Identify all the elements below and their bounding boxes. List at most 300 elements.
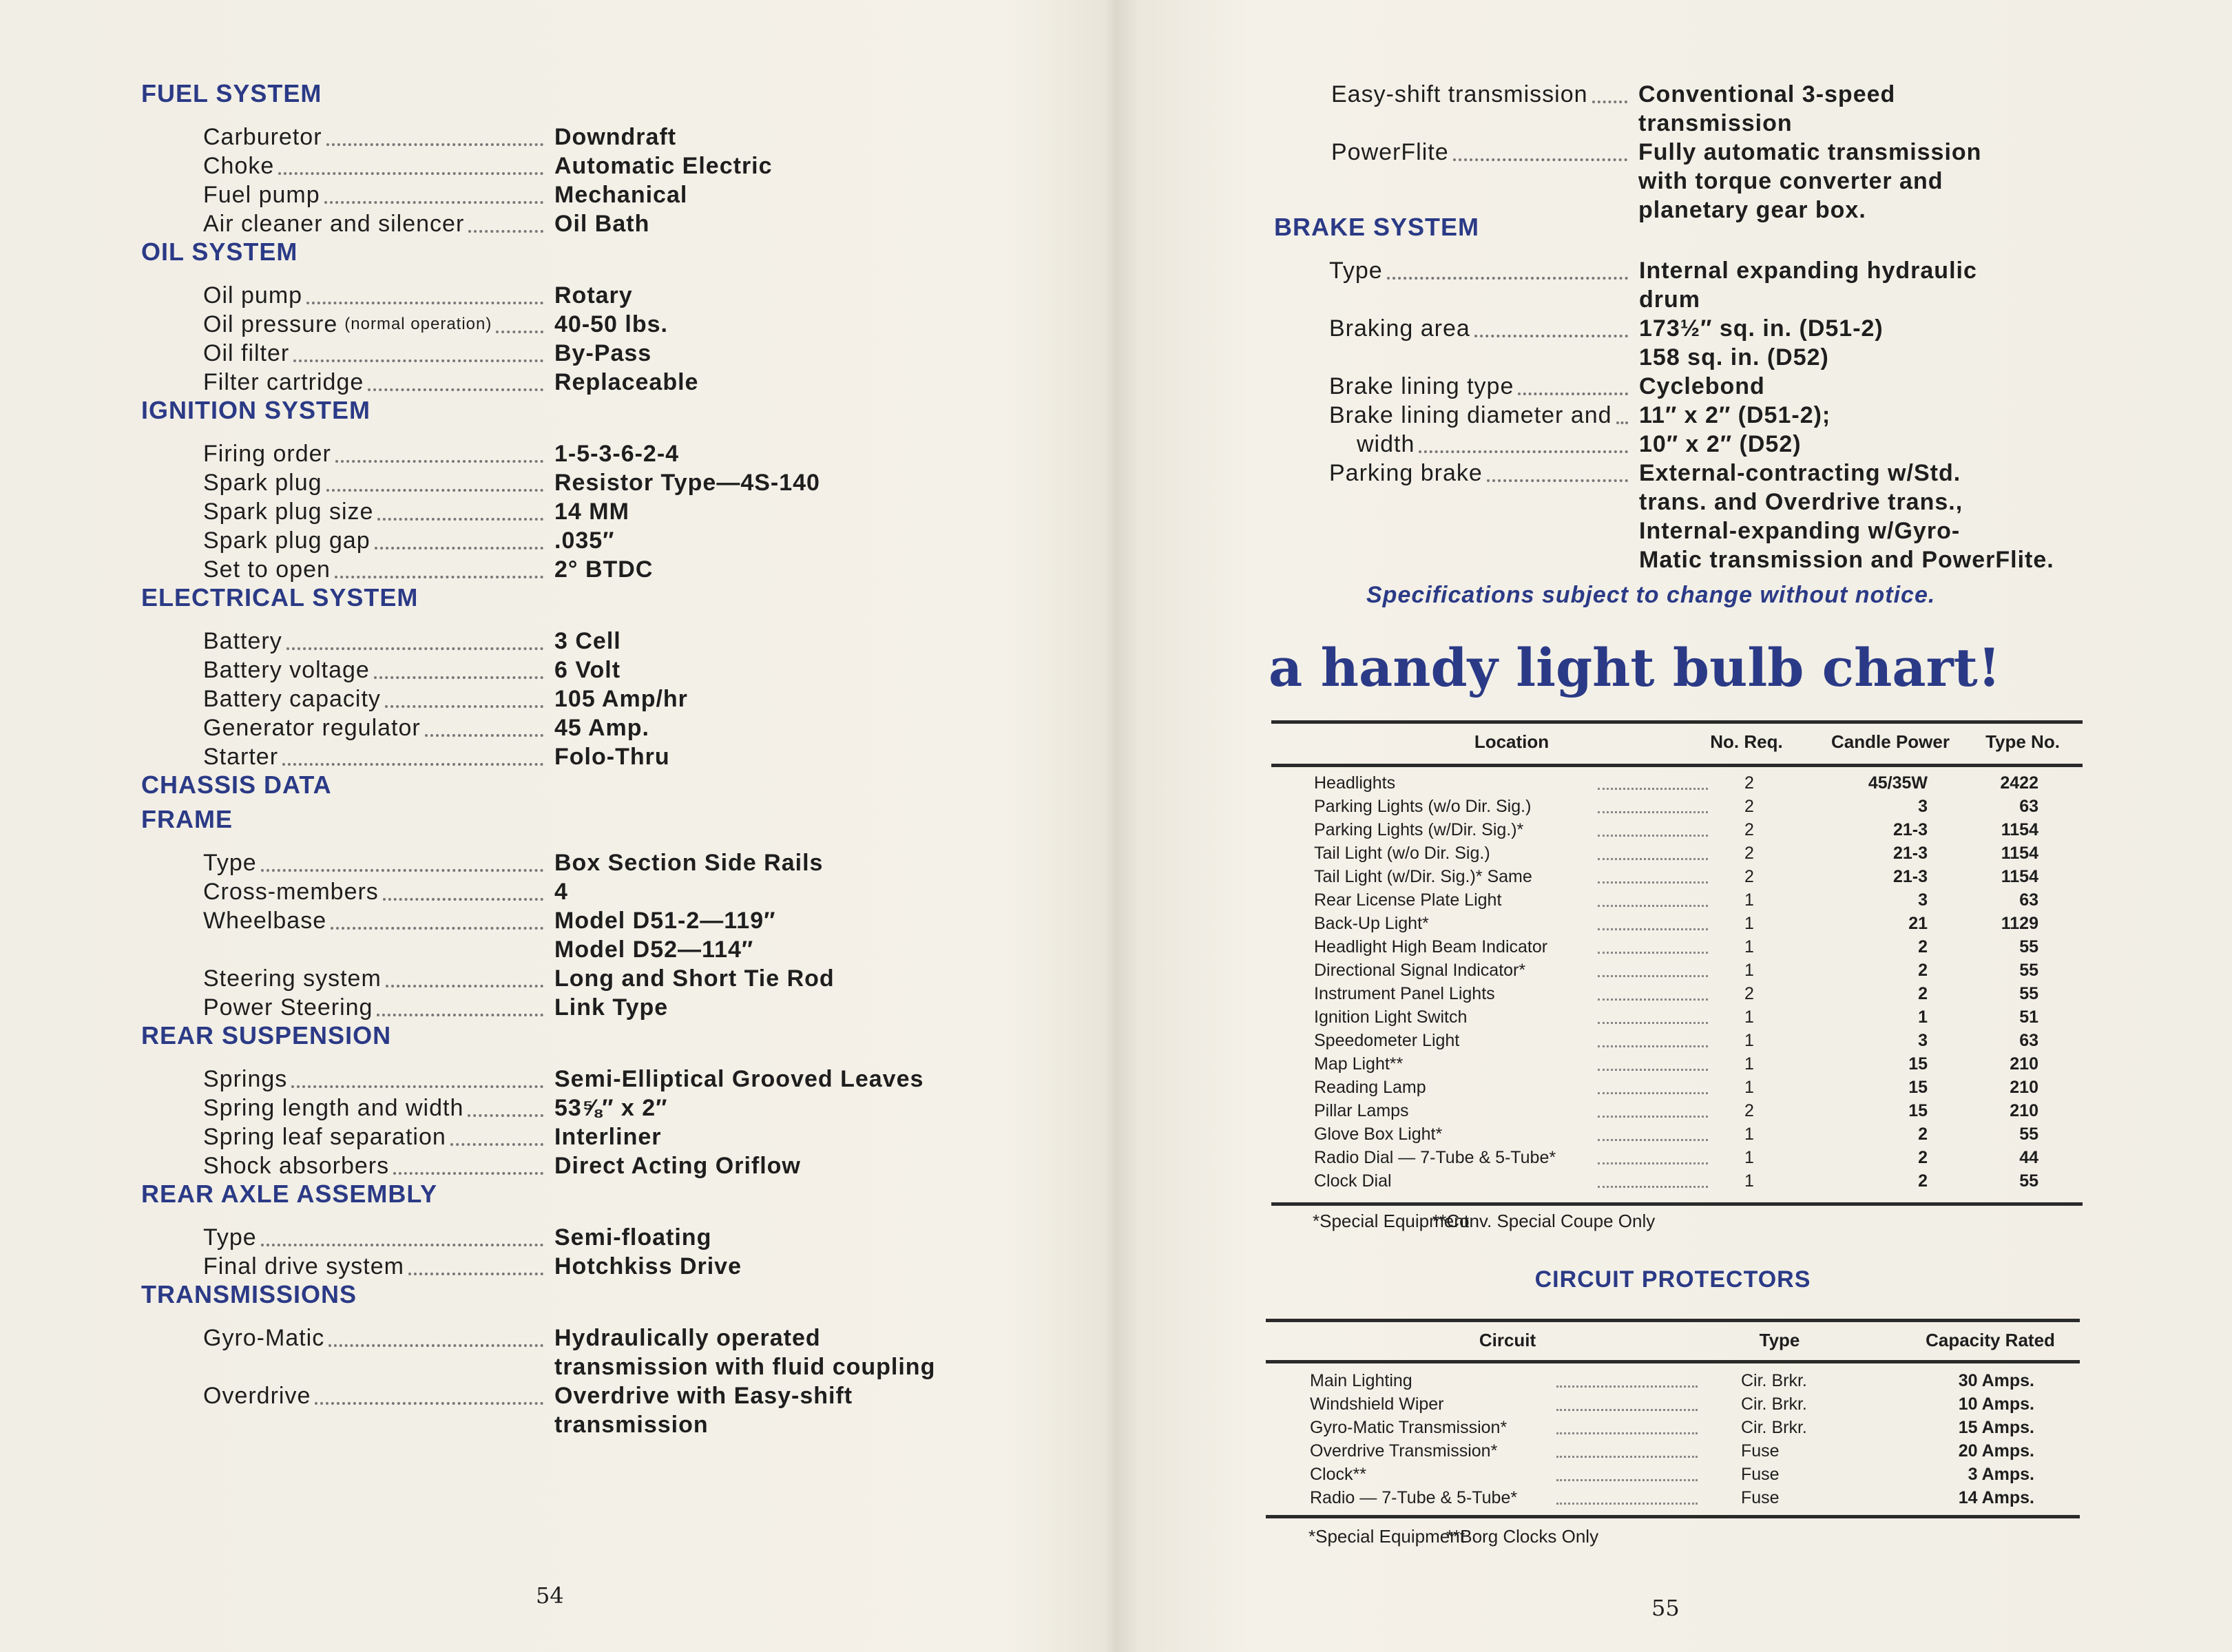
spec-value-group	[554, 209, 649, 238]
dot-leader	[1598, 865, 1708, 883]
table-row	[1116, 795, 2231, 818]
dot-leader	[1598, 1076, 1708, 1094]
spec-row	[203, 1065, 1036, 1094]
cell-type-no: 63	[2019, 797, 2038, 816]
dot-leader	[1592, 80, 1627, 103]
dot-leader	[1598, 888, 1708, 907]
spec-row	[203, 1223, 1036, 1252]
dot-leader	[1598, 1169, 1708, 1188]
spec-label: Wheelbase	[203, 908, 327, 934]
cell-no-req: 1	[1744, 1148, 1754, 1167]
spec-row	[203, 684, 1036, 713]
spec-value: 10″ x 2″ (D52)	[1639, 431, 1802, 457]
cell-circuit: Radio — 7-Tube & 5-Tube*	[1310, 1488, 1518, 1507]
cell-circuit: Gyro-Matic Transmission*	[1310, 1418, 1508, 1437]
dot-leader	[1598, 1099, 1708, 1118]
spec-value-group	[554, 439, 679, 468]
dot-leader	[468, 1094, 543, 1117]
spec-label: Shock absorbers	[203, 1153, 390, 1179]
cell-type-no: 63	[2019, 1031, 2038, 1050]
spec-row	[203, 1094, 1036, 1122]
cell-candle-power: 2	[1918, 1171, 1928, 1191]
spec-label-group	[203, 1065, 554, 1094]
dot-leader	[1598, 935, 1708, 954]
cell-candle-power: 21-3	[1892, 844, 1928, 863]
spec-row	[203, 1151, 1036, 1180]
spec-row	[1331, 138, 2226, 224]
cell-capacity-rated: 14 Amps.	[1958, 1488, 2034, 1507]
spec-value: Overdrive with Easy-shift	[554, 1383, 853, 1409]
dot-leader	[1598, 818, 1708, 837]
spec-value-group	[554, 180, 687, 209]
cell-type-no: 63	[2019, 890, 2038, 910]
spec-value: trans. and Overdrive trans.,	[1639, 489, 1963, 515]
spec-row	[203, 877, 1036, 906]
spec-label-group	[203, 848, 554, 877]
dot-leader	[261, 1223, 543, 1246]
dot-leader	[335, 439, 543, 463]
spec-label-group	[1331, 138, 1638, 224]
dot-leader	[1598, 912, 1708, 930]
cell-location: Reading Lamp	[1314, 1078, 1426, 1097]
spec-value: 105 Amp/hr	[554, 686, 688, 712]
spec-value: 14 MM	[554, 499, 629, 525]
dot-leader	[377, 993, 543, 1016]
spec-label-group	[203, 906, 554, 964]
cell-capacity-rated: 3 Amps.	[1968, 1465, 2034, 1484]
cell-candle-power: 15	[1908, 1101, 1928, 1120]
cell-type-no: 1154	[2001, 867, 2038, 886]
spec-row	[203, 468, 1036, 497]
spec-label: Type	[203, 850, 257, 876]
spec-value-group	[554, 742, 670, 771]
spec-value: Interliner	[554, 1124, 662, 1150]
table-row	[1116, 818, 2231, 841]
table-row	[1116, 1369, 2231, 1392]
cell-type-no: 44	[2019, 1148, 2038, 1167]
table-rule	[1266, 1319, 2080, 1322]
spec-value-group	[554, 848, 823, 877]
dot-leader	[385, 684, 543, 708]
dot-leader	[1556, 1463, 1698, 1481]
spec-label: Easy-shift transmission	[1331, 81, 1588, 107]
table-row	[1116, 982, 2231, 1005]
spec-label: Oil pump	[203, 282, 303, 309]
cell-circuit: Main Lighting	[1310, 1371, 1412, 1390]
spec-label-group	[1329, 372, 1639, 401]
spec-row	[203, 742, 1036, 771]
cell-type: Cir. Brkr.	[1741, 1394, 1807, 1414]
cell-capacity-rated: 15 Amps.	[1958, 1418, 2034, 1437]
spec-label: Spring length and width	[203, 1095, 464, 1121]
cell-candle-power: 45/35W	[1868, 773, 1928, 793]
cell-type-no: 210	[2010, 1101, 2038, 1120]
dot-leader	[1598, 1146, 1708, 1164]
spec-label: Battery voltage	[203, 657, 370, 683]
spec-value: 173½″ sq. in. (D51-2)	[1639, 315, 1884, 342]
cell-location: Radio Dial — 7-Tube & 5-Tube*	[1314, 1148, 1556, 1167]
cell-no-req: 1	[1744, 1054, 1754, 1074]
spec-label: Generator regulator	[203, 715, 421, 741]
spec-label: Parking brake	[1329, 460, 1483, 486]
spec-value-group	[554, 713, 649, 742]
spec-row	[203, 1122, 1036, 1151]
spec-value: Internal-expanding w/Gyro-	[1639, 518, 1961, 544]
spec-value: Semi-floating	[554, 1224, 712, 1251]
cell-type: Cir. Brkr.	[1741, 1418, 1807, 1437]
table-row	[1116, 959, 2231, 982]
spec-row	[203, 497, 1036, 526]
spec-label-group	[203, 439, 554, 468]
column-header: Type	[1759, 1330, 1800, 1350]
spec-label-group	[203, 1252, 554, 1281]
dot-leader	[1556, 1369, 1698, 1388]
spec-value: 6 Volt	[554, 657, 621, 683]
dot-leader	[286, 627, 543, 650]
spec-label: Power Steering	[203, 994, 373, 1021]
spec-value-group	[554, 964, 835, 993]
cell-type: Cir. Brkr.	[1741, 1371, 1807, 1390]
cell-no-req: 2	[1744, 820, 1754, 839]
spec-label-group	[203, 1324, 554, 1381]
cell-candle-power: 2	[1918, 961, 1928, 980]
spec-value: Fully automatic transmission	[1638, 139, 1982, 165]
spec-value: Hydraulically operated	[554, 1325, 821, 1351]
spec-label-group	[1329, 401, 1639, 430]
spec-value: 45 Amp.	[554, 715, 650, 741]
spec-value: Conventional 3-speed	[1638, 81, 1896, 107]
column-header: No. Req.	[1710, 731, 1783, 752]
spec-row	[1331, 80, 2226, 138]
cell-candle-power: 3	[1918, 797, 1928, 816]
cell-candle-power: 15	[1908, 1054, 1928, 1074]
spec-row	[203, 151, 1036, 180]
dot-leader	[293, 339, 543, 362]
cell-no-req: 2	[1744, 867, 1754, 886]
spec-label-group	[203, 627, 554, 656]
spec-value-group	[1639, 372, 1765, 401]
spec-label-group	[203, 281, 554, 310]
dot-leader	[1598, 1029, 1708, 1047]
table-row	[1116, 1169, 2231, 1193]
column-header: Location	[1474, 731, 1550, 752]
cell-no-req: 2	[1744, 984, 1754, 1003]
table-row	[1116, 1099, 2231, 1122]
cell-type: Fuse	[1741, 1465, 1780, 1484]
spec-value: Resistor Type—4S-140	[554, 470, 820, 496]
spec-label-group	[203, 526, 554, 555]
spec-row	[1329, 314, 2224, 372]
dot-leader	[375, 526, 543, 550]
dot-leader	[1419, 430, 1628, 453]
spec-value: 3 Cell	[554, 628, 621, 654]
spec-value: 2° BTDC	[554, 556, 654, 583]
spec-value-group	[554, 627, 621, 656]
spec-value-group	[554, 468, 820, 497]
column-header: Capacity Rated	[1926, 1330, 2055, 1350]
spec-value-group	[554, 877, 568, 906]
spec-value-group	[554, 1122, 661, 1151]
spec-value: transmission	[1638, 110, 1793, 136]
cell-type: Fuse	[1741, 1441, 1780, 1461]
spec-value: Replaceable	[554, 369, 699, 395]
spec-value: Matic transmission and PowerFlite.	[1639, 547, 2054, 573]
spec-label-group	[1329, 430, 1639, 459]
table-rule	[1266, 1360, 2080, 1363]
section-heading: REAR AXLE ASSEMBLY	[141, 1180, 438, 1208]
dot-leader	[383, 877, 543, 901]
dot-leader	[278, 151, 543, 175]
cell-type-no: 1154	[2001, 820, 2038, 839]
dot-leader	[450, 1122, 543, 1146]
spec-label-group	[203, 742, 554, 771]
spec-value-group	[1639, 314, 1884, 372]
spec-label-group	[203, 209, 554, 238]
spec-value: Direct Acting Oriflow	[554, 1153, 801, 1179]
cell-no-req: 2	[1744, 1101, 1754, 1120]
cell-circuit: Overdrive Transmission*	[1310, 1441, 1498, 1461]
spec-value-group	[554, 1223, 711, 1252]
dot-leader	[1598, 841, 1708, 860]
cell-candle-power: 2	[1918, 1125, 1928, 1144]
dot-leader	[425, 713, 543, 737]
cell-type-no: 51	[2019, 1007, 2038, 1027]
spec-label-group	[203, 310, 554, 339]
spec-label-group	[203, 151, 554, 180]
column-header: Type No.	[1985, 731, 2060, 752]
cell-capacity-rated: 30 Amps.	[1958, 1371, 2034, 1390]
spec-row	[1329, 430, 2224, 459]
spec-value: Link Type	[554, 994, 669, 1021]
spec-value: Model D52—114″	[554, 937, 754, 963]
cell-candle-power: 3	[1918, 890, 1928, 910]
dot-leader	[1598, 1122, 1708, 1141]
spec-value-group	[554, 1094, 667, 1122]
cell-candle-power: 21-3	[1892, 820, 1928, 839]
spec-row	[203, 713, 1036, 742]
spec-label: Firing order	[203, 441, 331, 467]
section-subheading: FRAME	[141, 805, 233, 833]
spec-value-group	[554, 310, 668, 339]
dot-leader	[1387, 256, 1628, 280]
spec-label: Battery capacity	[203, 686, 381, 712]
spec-value: with torque converter and	[1638, 168, 1943, 194]
spec-label: Fuel pump	[203, 182, 320, 208]
spec-label: Filter cartridge	[203, 369, 364, 395]
spec-label: Oil pressure	[203, 311, 338, 337]
spec-label-group	[1329, 256, 1639, 314]
cell-type-no: 55	[2019, 937, 2038, 956]
table-row	[1116, 1392, 2231, 1416]
spec-label: Final drive system	[203, 1253, 404, 1279]
spec-label-group	[203, 877, 554, 906]
column-header: Candle Power	[1831, 731, 1950, 752]
dot-leader	[331, 906, 543, 930]
spec-label: Overdrive	[203, 1383, 311, 1409]
table-rule	[1271, 1202, 2083, 1206]
spec-label-group	[203, 1151, 554, 1180]
spec-label-group	[203, 497, 554, 526]
cell-location: Map Light**	[1314, 1054, 1404, 1074]
dot-leader	[315, 1381, 543, 1405]
spec-label-group	[1331, 80, 1638, 138]
spec-row	[203, 1324, 1036, 1381]
table-row	[1116, 771, 2231, 795]
spec-value: 40-50 lbs.	[554, 311, 668, 337]
spec-label: Set to open	[203, 556, 331, 583]
table-rule	[1266, 1515, 2080, 1518]
dot-leader	[1598, 795, 1708, 813]
cell-no-req: 1	[1744, 914, 1754, 933]
spec-row	[203, 123, 1036, 151]
spec-label: Brake lining type	[1329, 373, 1514, 399]
spec-row	[203, 180, 1036, 209]
cell-candle-power: 21	[1908, 914, 1928, 933]
spec-row	[203, 964, 1036, 993]
table-row	[1116, 1029, 2231, 1052]
spec-value-group	[554, 281, 633, 310]
spec-label-group	[203, 1094, 554, 1122]
spec-value: Long and Short Tie Rod	[554, 965, 835, 992]
cell-location: Pillar Lamps	[1314, 1101, 1409, 1120]
page-number: 54	[536, 1582, 564, 1609]
circuit-protectors-title: CIRCUIT PROTECTORS	[1534, 1266, 1811, 1293]
spec-row	[203, 209, 1036, 238]
spec-label: Battery	[203, 628, 282, 654]
table-row	[1116, 912, 2231, 935]
spec-label: Type	[203, 1224, 257, 1251]
section-heading: IGNITION SYSTEM	[141, 396, 371, 424]
spec-value-group	[554, 339, 651, 368]
spec-value: Rotary	[554, 282, 633, 309]
spec-label: Oil filter	[203, 340, 290, 366]
spec-value: Box Section Side Rails	[554, 850, 824, 876]
cell-location: Headlights	[1314, 773, 1396, 793]
cell-location: Parking Lights (w/Dir. Sig.)*	[1314, 820, 1524, 839]
spec-value: Oil Bath	[554, 211, 650, 237]
spec-label: PowerFlite	[1331, 139, 1449, 165]
spec-value-group	[554, 1151, 801, 1180]
cell-candle-power: 3	[1918, 1031, 1928, 1050]
table-row	[1116, 1463, 2231, 1486]
cell-location: Back-Up Light*	[1314, 914, 1429, 933]
spec-value: Mechanical	[554, 182, 688, 208]
section-heading: REAR SUSPENSION	[141, 1021, 392, 1049]
bulb-chart-title: a handy light bulb chart!	[1269, 637, 2001, 698]
spec-value-group	[554, 1065, 924, 1094]
spec-label: Spark plug gap	[203, 527, 371, 554]
transmission-continued	[1331, 80, 2226, 224]
spec-label-group	[203, 713, 554, 742]
dot-leader	[326, 468, 543, 492]
cell-no-req: 1	[1744, 1078, 1754, 1097]
footnote: *Special Equipment	[1308, 1526, 1465, 1547]
spec-label: Spring leaf separation	[203, 1124, 446, 1150]
cell-no-req: 1	[1744, 961, 1754, 980]
spec-value-group	[554, 368, 698, 397]
cell-no-req: 1	[1744, 1007, 1754, 1027]
spec-value: planetary gear box.	[1638, 197, 1866, 223]
column-header: Circuit	[1479, 1330, 1536, 1350]
cell-type-no: 55	[2019, 1171, 2038, 1191]
cell-type-no: 210	[2010, 1054, 2038, 1074]
spec-value: transmission	[554, 1412, 709, 1438]
footnote: **Borg Clocks Only	[1446, 1526, 1599, 1547]
section-heading: FUEL SYSTEM	[141, 79, 322, 107]
spec-value-group	[1639, 401, 1831, 430]
spec-label-group	[1329, 314, 1639, 372]
table-rule	[1271, 764, 2083, 767]
cell-candle-power: 2	[1918, 984, 1928, 1003]
spec-value: 158 sq. in. (D52)	[1639, 344, 1829, 370]
table-row	[1116, 1439, 2231, 1463]
cell-circuit: Windshield Wiper	[1310, 1394, 1444, 1414]
spec-value-group	[554, 993, 668, 1022]
spec-row	[1329, 401, 2224, 430]
dot-leader	[1598, 959, 1708, 977]
dot-leader	[1556, 1416, 1698, 1434]
dot-leader	[1518, 372, 1628, 395]
cell-location: Instrument Panel Lights	[1314, 984, 1495, 1003]
spec-row	[203, 906, 1036, 964]
table-row	[1116, 1076, 2231, 1099]
spec-value-group	[1638, 80, 1895, 138]
spec-label-group	[203, 993, 554, 1022]
section-heading: OIL SYSTEM	[141, 238, 298, 266]
section-heading: CHASSIS DATA	[141, 771, 332, 799]
footnote: *Special Equipment	[1313, 1211, 1469, 1231]
cell-type-no: 2422	[2000, 773, 2038, 793]
spec-row	[203, 526, 1036, 555]
dot-leader	[1598, 1052, 1708, 1071]
table-row	[1116, 1005, 2231, 1029]
spec-row	[203, 281, 1036, 310]
spec-value: Automatic Electric	[554, 153, 773, 179]
dot-leader	[282, 742, 543, 766]
spec-label: Steering system	[203, 965, 382, 992]
spec-value-group	[1638, 138, 1981, 224]
dot-leader	[326, 123, 543, 146]
table-rule	[1271, 720, 2083, 724]
spec-row	[203, 555, 1036, 584]
cell-location: Ignition Light Switch	[1314, 1007, 1468, 1027]
spec-value: Folo-Thru	[554, 744, 670, 770]
cell-location: Directional Signal Indicator*	[1314, 961, 1526, 980]
spec-row	[203, 627, 1036, 656]
spec-row	[203, 310, 1036, 339]
spec-value-group	[1639, 459, 2054, 574]
spec-label: Starter	[203, 744, 279, 770]
spec-label-group	[203, 339, 554, 368]
spec-label-group	[203, 656, 554, 684]
spec-label-note: (normal operation)	[344, 315, 492, 333]
spec-value: drum	[1639, 286, 1700, 313]
spec-value: 53⅝″ x 2″	[554, 1095, 668, 1121]
cell-location: Headlight High Beam Indicator	[1314, 937, 1548, 956]
cell-location: Speedometer Light	[1314, 1031, 1460, 1050]
cell-location: Clock Dial	[1314, 1171, 1392, 1191]
spec-value-group	[554, 123, 676, 151]
dot-leader	[328, 1324, 543, 1347]
spec-value: 11″ x 2″ (D51-2);	[1639, 402, 1831, 428]
cell-no-req: 1	[1744, 1031, 1754, 1050]
section-heading: TRANSMISSIONS	[141, 1280, 357, 1308]
dot-leader	[306, 281, 543, 304]
table-row	[1116, 1122, 2231, 1146]
cell-no-req: 1	[1744, 1125, 1754, 1144]
spec-value-group	[554, 1324, 935, 1381]
spec-row	[1329, 256, 2224, 314]
